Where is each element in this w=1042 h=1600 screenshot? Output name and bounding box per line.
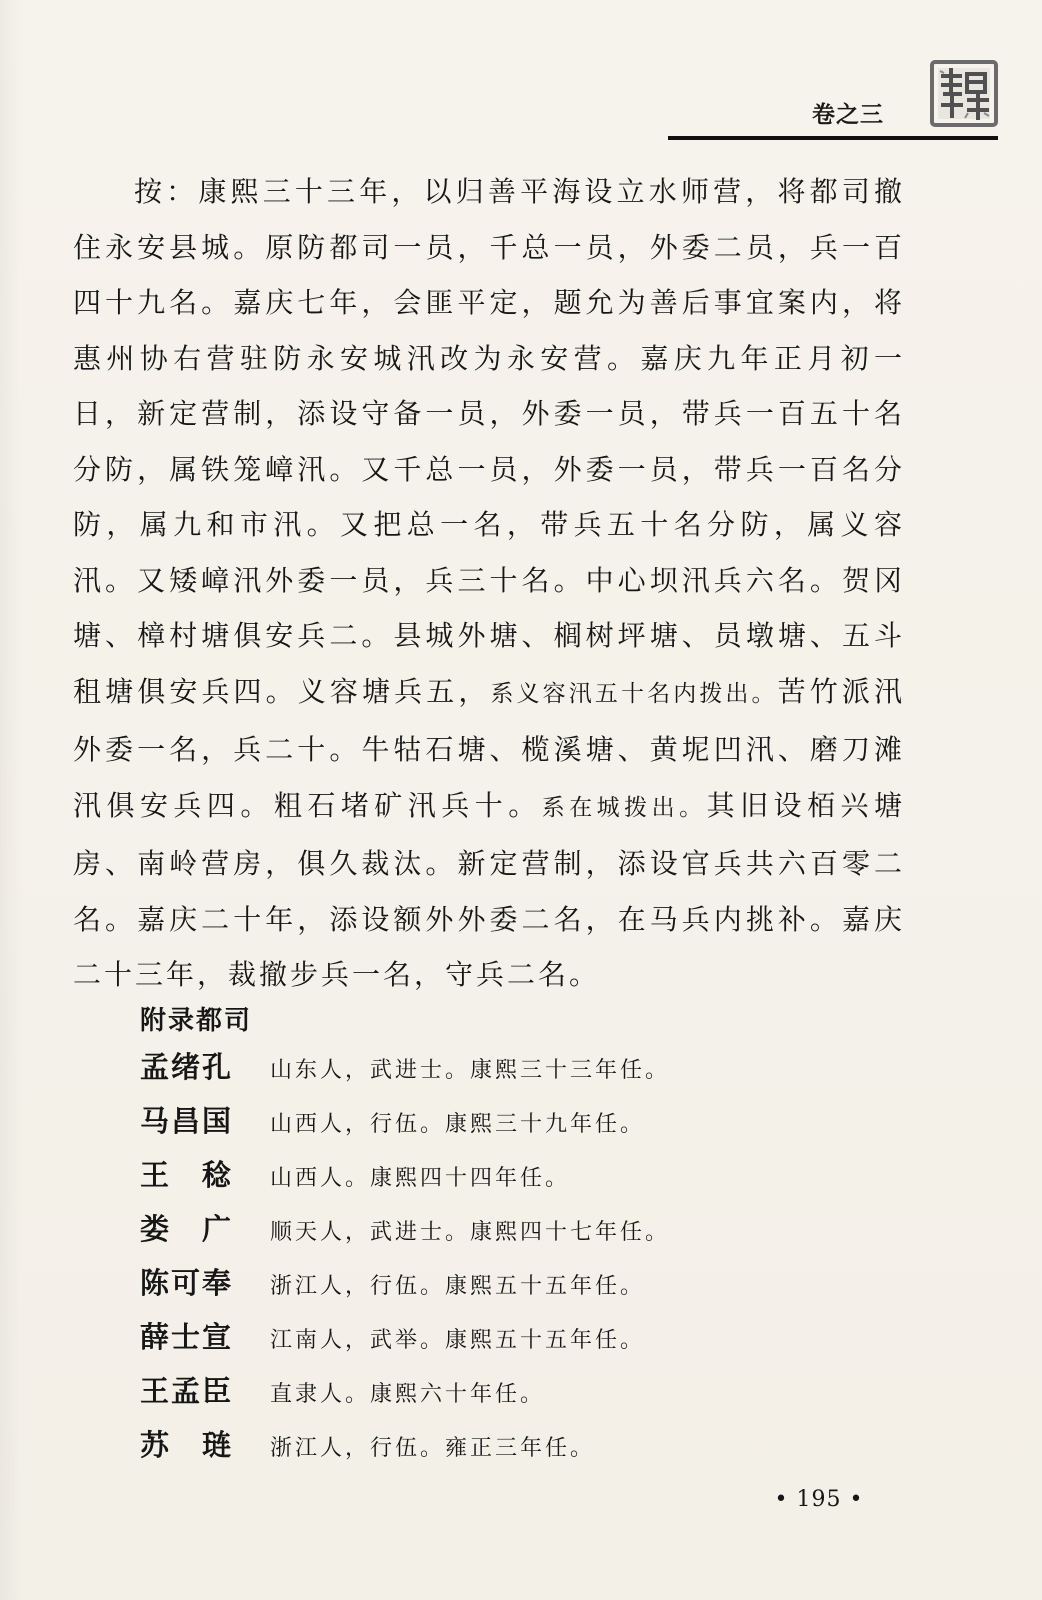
official-roster (140, 1045, 900, 1477)
page-number: • 195 • (774, 1487, 864, 1512)
official-row (140, 1423, 900, 1477)
running-head: 卷之三 (812, 102, 884, 128)
body-note-small: 系义容汛五十名内拨出。 (490, 680, 778, 707)
official-note: 山西人。康熙四十四年任。 (270, 1166, 571, 1191)
header-rule (668, 136, 998, 140)
official-row (140, 1153, 900, 1207)
official-note: 江南人，武举。康熙五十五年任。 (270, 1328, 646, 1353)
official-name: 娄 广 (140, 1212, 234, 1246)
official-name: 孟绪孔 (140, 1050, 234, 1084)
seal-stamp-icon (929, 58, 999, 128)
body-text-main-continued: 苦竹派汛外委一名，兵二十。牛牯石塘、榄溪塘、黄坭凹汛、磨刀滩汛俱安兵四。粗石堵矿汛兵十。 (73, 674, 905, 822)
body-text-main: 按：康熙三十三年，以归善平海设立水师营，将都司撤住永安县城。原防都司一员，千总一员，外委二员，兵一百四十九名。嘉庆七年，会匪平定，题允为善后事宜案内，将惠州协右营驻防永安城汛改为永安营。嘉庆九年正月初一日，新定营制，添设守备一员，外委一员，带兵一百五十名分防，属铁笼嶂汛。又千总一员，外委一员，带兵一百名分防，属九和市汛。又把总一名，带兵五十名分防，属义容汛。又矮嶂汛外委一员，兵三十名。中心坝汛兵六名。贺冈塘、樟村塘俱安兵二。县城外塘、榈树坪塘、员墩塘、五斗租塘俱安兵四。义容塘兵五， (73, 175, 905, 708)
body-paragraph (73, 164, 905, 1003)
official-note: 顺天人，武进士。康熙四十七年任。 (270, 1220, 671, 1245)
body-note-small-second: 系在城拨出。 (541, 794, 707, 821)
official-note: 浙江人，行伍。康熙五十五年任。 (270, 1274, 646, 1299)
official-row (140, 1045, 900, 1099)
official-name: 王 稔 (140, 1158, 234, 1192)
official-row (140, 1207, 900, 1261)
official-row (140, 1315, 900, 1369)
official-name: 王孟臣 (140, 1374, 234, 1408)
official-name: 薛士宣 (140, 1320, 234, 1354)
official-row (140, 1369, 900, 1423)
appendix-heading: 附录都司 (140, 1006, 253, 1036)
seal-logo (929, 58, 999, 128)
official-note: 浙江人，行伍。雍正三年任。 (270, 1436, 596, 1461)
official-row (140, 1099, 900, 1153)
official-row (140, 1261, 900, 1315)
official-note: 直隶人。康熙六十年任。 (270, 1382, 546, 1407)
official-name: 陈可奉 (140, 1266, 234, 1300)
official-name: 马昌国 (140, 1104, 234, 1138)
official-note: 山东人，武进士。康熙三十三年任。 (270, 1058, 671, 1083)
body-text-main-final: 其旧设栢兴塘房、南岭营房，俱久裁汰。新定营制，添设官兵共六百零二名。嘉庆二十年，添设额外外委二名，在马兵内挑补。嘉庆二十三年，裁撤步兵一名，守兵二名。 (73, 788, 905, 991)
official-note: 山西人，行伍。康熙三十九年任。 (270, 1112, 646, 1137)
official-name: 苏 琏 (140, 1428, 234, 1462)
